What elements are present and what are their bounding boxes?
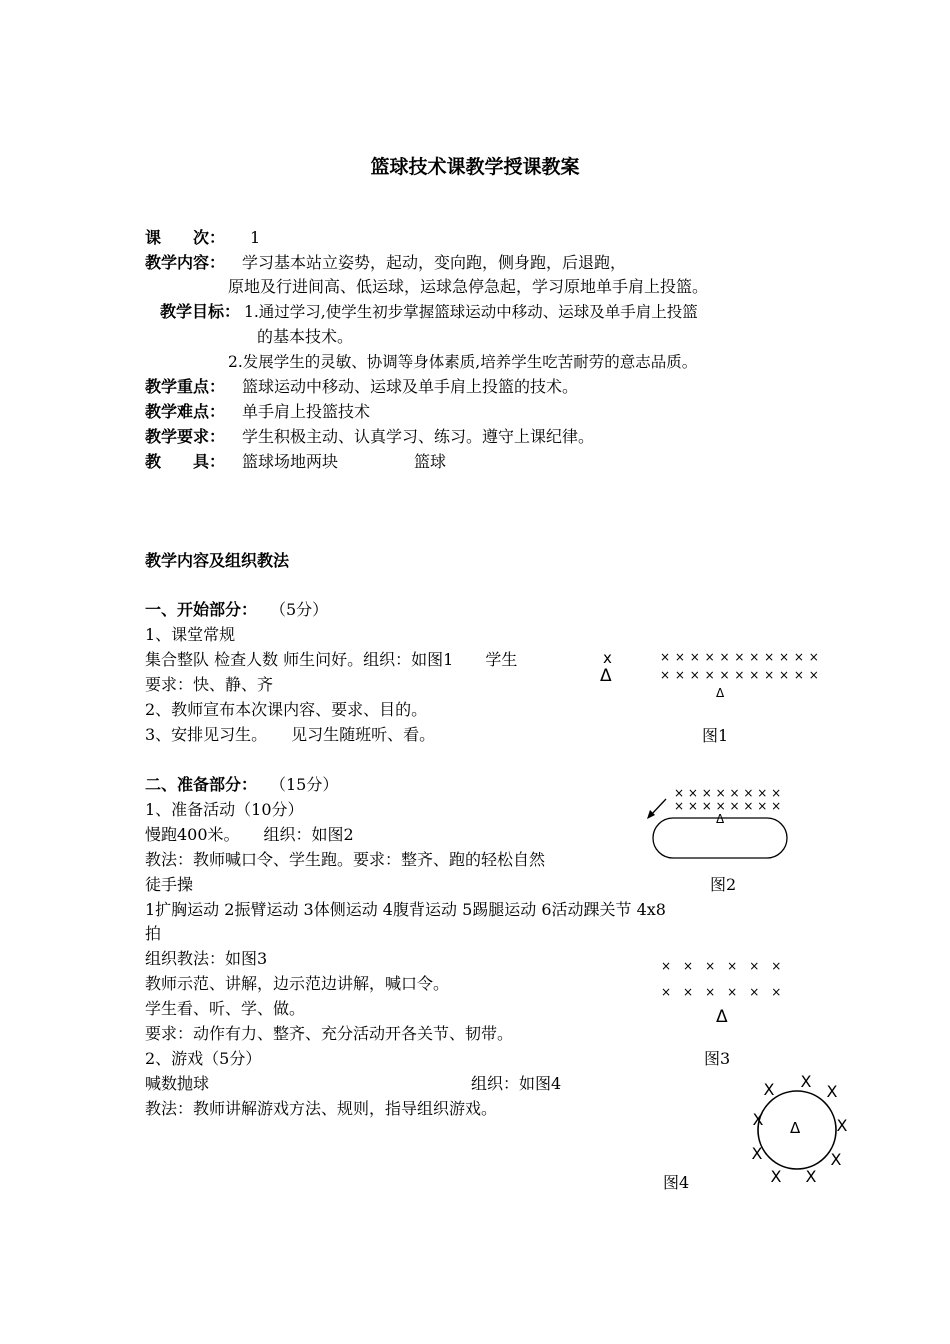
lesson-label: 课 次：: [145, 228, 226, 247]
running-track: [653, 818, 787, 858]
legend-student-mark: x: [603, 649, 612, 667]
part1-line5: 3、安排见习生。 见习生随班听、看。: [145, 725, 436, 744]
legend-teacher-mark: Δ: [600, 666, 612, 686]
content-line2: 原地及行进间高、低运球，运球急停急起，学习原地单手肩上投篮。: [228, 277, 709, 296]
student-mark: X: [752, 1110, 764, 1129]
fig3-teacher: Δ: [716, 1007, 728, 1027]
goal-line1: 1.通过学习,使学生初步掌握篮球运动中移动、运球及单手肩上投篮: [244, 303, 698, 321]
fig4-caption: 图4: [663, 1173, 690, 1192]
section-heading: 教学内容及组织教法: [145, 551, 290, 570]
part2-line12: 喊数抛球: [145, 1074, 210, 1093]
part1-duration: （5分）: [270, 600, 329, 619]
fig2-teacher: Δ: [716, 812, 725, 826]
fig3-row1: × × × × × ×: [661, 959, 782, 973]
requirement-value: 学生积极主动、认真学习、练习。遵守上课纪律。: [242, 427, 595, 446]
tools-value: 篮球场地两块: [242, 452, 339, 471]
goal-line3: 2.发展学生的灵敏、协调等身体素质,培养学生吃苦耐劳的意志品质。: [228, 353, 698, 371]
student-mark: X: [830, 1150, 842, 1169]
part2-line7: 组织教法：如图3: [145, 949, 268, 968]
fig2-track: [640, 796, 800, 866]
part2-line9: 学生看、听、学、做。: [145, 999, 306, 1018]
fig2-caption: 图2: [710, 875, 737, 894]
difficulty-label: 教学难点：: [145, 402, 226, 421]
requirement-label: 教学要求：: [145, 427, 226, 446]
tools-label: 教 具：: [145, 452, 226, 471]
lesson-value: 1: [250, 228, 261, 247]
part1-line1: 1、课堂常规: [145, 625, 236, 644]
fig3-row2: × × × × × ×: [661, 985, 782, 999]
part2-line6: 拍: [145, 924, 162, 943]
student-mark: X: [805, 1167, 817, 1186]
part1-heading: 一、开始部分：: [145, 600, 258, 619]
part2-duration: （15分）: [270, 775, 339, 794]
goal-line2: 的基本技术。: [257, 327, 354, 346]
student-mark: X: [800, 1075, 812, 1091]
tools-value2: 篮球: [414, 452, 447, 471]
part2-line13: 教法：教师讲解游戏方法、规则，指导组织游戏。: [145, 1099, 498, 1118]
key-label: 教学重点：: [145, 377, 226, 396]
part2-line2: 慢跑400米。 组织：如图2: [145, 825, 354, 844]
fig2-row2: × × × × × × × ×: [674, 799, 782, 813]
part1-line4: 2、教师宣布本次课内容、要求、目的。: [145, 700, 428, 719]
part1-line2: 集合整队 检查人数 师生问好。组织：如图1 学生: [145, 650, 518, 669]
fig1-caption: 图1: [702, 726, 729, 745]
fig4-teacher: Δ: [790, 1119, 801, 1137]
fig2-row1: × × × × × × × ×: [674, 786, 782, 800]
part1-line3: 要求：快、静、齐: [145, 675, 274, 694]
part2-line11: 2、游戏（5分）: [145, 1049, 262, 1068]
part2-line5: 1扩胸运动 2振臂运动 3体侧运动 4腹背运动 5踢腿运动 6活动踝关节 4x8: [145, 900, 666, 919]
content-line1: 学习基本站立姿势，起动，变向跑，侧身跑，后退跑，: [242, 253, 627, 272]
fig1-row2: × × × × × × × × × × ×: [660, 668, 820, 682]
key-value: 篮球运动中移动、运球及单手肩上投篮的技术。: [242, 377, 579, 396]
page-title: 篮球技术课教学授课教案: [370, 156, 580, 178]
fig3-caption: 图3: [704, 1049, 731, 1068]
student-mark: X: [763, 1080, 775, 1099]
student-mark: X: [751, 1144, 763, 1163]
part2-line3: 教法：教师喊口令、学生跑。要求：整齐、跑的轻松自然: [145, 850, 546, 869]
part2-line4: 徒手操: [145, 875, 194, 894]
fig1-teacher: Δ: [716, 686, 725, 700]
student-mark: X: [836, 1116, 848, 1135]
content-label: 教学内容：: [145, 253, 226, 272]
part2-line8: 教师示范、讲解，边示范边讲解，喊口令。: [145, 974, 450, 993]
student-mark: X: [770, 1167, 782, 1186]
part2-line10: 要求：动作有力、整齐、充分活动开各关节、韧带。: [145, 1024, 514, 1043]
goal-label: 教学目标：: [160, 302, 241, 321]
student-mark: X: [826, 1082, 838, 1101]
difficulty-value: 单手肩上投篮技术: [242, 402, 371, 421]
fig1-row1: × × × × × × × × × × ×: [660, 650, 820, 664]
part2-line1: 1、准备活动（10分）: [145, 800, 304, 819]
part2-line12b: 组织：如图4: [471, 1074, 562, 1093]
part2-heading: 二、准备部分：: [145, 775, 258, 794]
